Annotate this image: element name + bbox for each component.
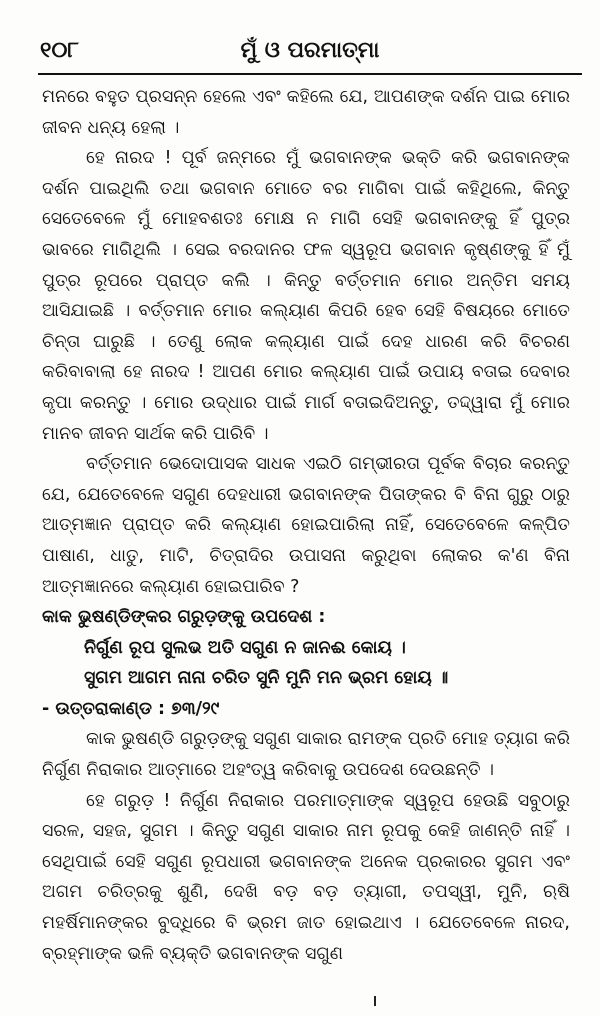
- section-subheading: କାକ ଭୁଷଣ୍ଡିଙ୍କର ଗରୁଡ଼ଙ୍କୁ ଉପଦେଶ :: [42, 607, 326, 628]
- verse-line: ସୁଗମ ଆଗମ ନାନା ଚରିତ ସୁନି ମୁନି ମନ ଭ୍ରମ ହୋୟ ॥: [84, 668, 449, 689]
- paragraph: ହେ ନାରଦ ! ପୂର୍ବ ଜନ୍ମରେ ମୁଁ ଭଗବାନଙ୍କ ଭକ୍ତି କରି ଭଗବାନଙ୍କ ଦର୍ଶନ ପାଇଥିଲି ତଥା ଭଗବାନ ମୋତେ ବର ମାଗିବା ପାଇଁ କହିଥିଲେ, କିନ୍ତୁ ସେତେବେଳେ ମୁଁ ମୋହବଶତଃ ମୋକ୍ଷ ନ ମାଗି ସେହି ଭଗବାନଙ୍କୁ ହିଁ ପୁତ୍ର ଭାବରେ ମାଗିଥିଲି । ସେଇ ବରଦାନର ଫଳ ସ୍ୱରୂପ ଭଗବାନ କୃଷ୍ଣଙ୍କୁ ହିଁ ମୁଁ ପୁତ୍ର ରୂପରେ ପ୍ରାପ୍ତ କଲି । କିନ୍ତୁ ବର୍ତ୍ତମାନ ମୋର ଅନ୍ତିମ ସମୟ ଆସିଯାଇଛି । ବର୍ତ୍ତମାନ ମୋର କଲ୍ୟାଣ କିପରି ହେବ ସେହି ବିଷୟରେ ମୋତେ ଚିନ୍ତା ଘାରୁଛି । ତେଣୁ ଲୋକ କଲ୍ୟାଣ ପାଇଁ ଦେହ ଧାରଣ କରି ବିଚରଣ କରିବାବାଲା ହେ ନାରଦ ! ଆପଣ ମୋର କଲ୍ୟାଣ ପାଇଁ ଉପାୟ ବତାଇ ଦେବାର କୃପା କରନ୍ତୁ । ମୋର ଉଦ୍ଧାର ପାଇଁ ମାର୍ଗ ବତାଇଦିଅନ୍ତୁ, ତଦ୍ଦ୍ୱାରା ମୁଁ ମୋର ମାନବ ଜୀବନ ସାର୍ଥକ କରି ପାରିବି ।: [42, 148, 570, 444]
- verse-line: ନିର୍ଗୁଣ ରୂପ ସୁଲଭ ଅତି ସଗୁଣ ନ ଜାନଈ କୋୟ ।: [84, 637, 406, 658]
- print-mark: [374, 996, 376, 1006]
- paragraph: ହେ ଗରୁଡ଼ ! ନିର୍ଗୁଣ ନିରାକାର ପରମାତ୍ମାଙ୍କ ସ୍ୱରୂପ ହେଉଛି ସବୁଠାରୁ ସରଳ, ସହଜ, ସୁଗମ । କିନ୍ତୁ ସଗୁଣ ସାକାର ନାମ ରୂପକୁ କେହି ଜାଣନ୍ତି ନାହିଁ । ସେଥିପାଇଁ ସେହି ସଗୁଣ ରୂପଧାରୀ ଭଗବାନଙ୍କ ଅନେକ ପ୍ରକାରର ସୁଗମ ଏବଂ ଅଗମ ଚରିତ୍ରକୁ ଶୁଣି, ଦେଖି ବଡ଼ ବଡ଼ ତ୍ୟାଗୀ, ତପସ୍ୱୀ, ମୁନି, ଋଷି ମହର୍ଷିମାନଙ୍କର ବୁଦ୍ଧିରେ ବି ଭ୍ରମ ଜାତ ହୋଇଥାଏ । ଯେତେବେଳେ ନାରଦ, ବ୍ରହ୍ମାଙ୍କ ଭଳି ବ୍ୟକ୍ତି ଭଗବାନଙ୍କ ସଗୁଣ: [42, 790, 570, 964]
- header-divider: [38, 73, 582, 75]
- running-title: ମୁଁ ଓ ପରମାତ୍ମା: [240, 38, 380, 63]
- page-header: [40, 36, 580, 72]
- paragraph: ବର୍ତ୍ତମାନ ଭେଦୋପାସକ ସାଧକ ଏଇଠି ଗମ୍ଭୀରତା ପୂର୍ବକ ବିଚାର କରନ୍ତୁ ଯେ, ଯେତେବେଳେ ସଗୁଣ ଦେହଧାରୀ ଭଗବାନଙ୍କ ପିତାଙ୍କର ବି ବିନା ଗୁରୁ ଠାରୁ ଆତ୍ମଜ୍ଞାନ ପ୍ରାପ୍ତ କରି କଲ୍ୟାଣ ହୋଇପାରିଲା ନାହିଁ, ସେତେବେଳେ କଳ୍ପିତ ପାଷାଣ, ଧାତୁ, ମାଟି, ଚିତ୍ରାଦିର ଉପାସନା କରୁଥିବା ଲୋକର କ'ଣ ବିନା ଆତ୍ମଜ୍ଞାନରେ କଲ୍ୟାଣ ହୋଇପାରିବ ?: [42, 454, 570, 597]
- page-body: [42, 82, 570, 969]
- paragraph: କାକ ଭୁଷଣ୍ଡି ଗରୁଡ଼ଙ୍କୁ ସଗୁଣ ସାକାର ରାମଙ୍କ ପ୍ରତି ମୋହ ତ୍ୟାଗ କରି ନିର୍ଗୁଣ ନିରାକାର ଆତ୍ମାରେ ଅହଂତ୍ୱ କରିବାକୁ ଉପଦେଶ ଦେଉଛନ୍ତି ।: [42, 729, 570, 781]
- verse-citation: - ଉତ୍ତରାକାଣ୍ଡ : ୭୩/୨୯: [42, 698, 220, 719]
- page-number: ୧୦୮: [40, 38, 79, 63]
- paragraph: ମନରେ ବହୁତ ପ୍ରସନ୍ନ ହେଲେ ଏବଂ କହିଲେ ଯେ, ଆପଣଙ୍କ ଦର୍ଶନ ପାଇ ମୋର ଜୀବନ ଧନ୍ୟ ହେଲା ।: [42, 87, 570, 138]
